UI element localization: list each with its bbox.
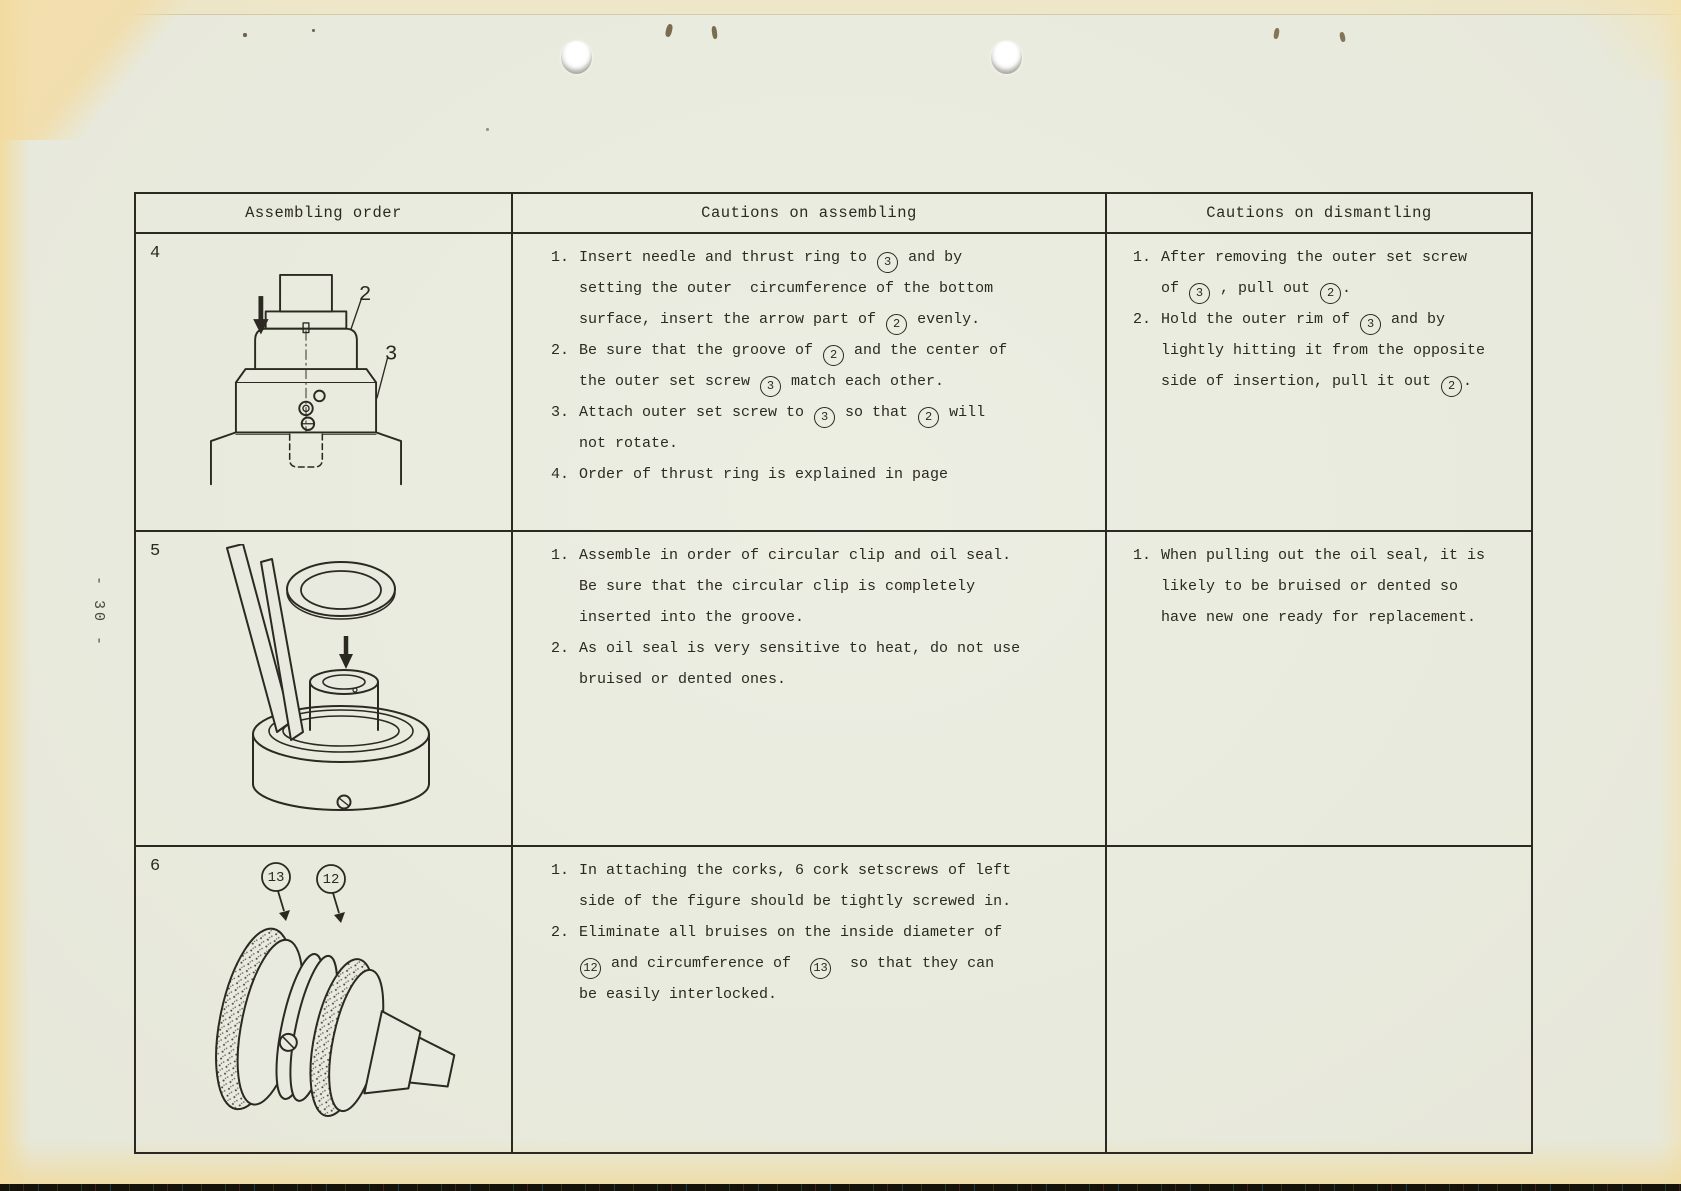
callout-arrow — [278, 891, 284, 911]
figure-circular-clip-oil-seal — [211, 544, 451, 824]
caution-item — [551, 242, 1099, 335]
punch-hole — [561, 41, 592, 74]
circled-number: 3 — [760, 376, 781, 397]
paper-speck — [243, 33, 247, 37]
cautions-dismantling-step4 — [1107, 234, 1531, 532]
step-number: 5 — [150, 542, 161, 561]
column-header-cautions-dismantling: Cautions on dismantling — [1107, 194, 1531, 234]
callout-arrow — [333, 893, 339, 913]
figure-cork-disc-assembly — [171, 853, 471, 1143]
circled-number: 2 — [918, 407, 939, 428]
item-text: Eliminate all bruises on the inside diameter of 12 and circumference of 13 so that they can be easily interlocked. — [579, 924, 1003, 1003]
shaft-end — [410, 1038, 457, 1091]
circled-number: 12 — [580, 958, 601, 979]
caution-item — [551, 459, 1099, 490]
circled-number: 13 — [810, 958, 831, 979]
item-marker: 3. — [551, 404, 570, 421]
item-marker: 2. — [1133, 311, 1152, 328]
item-text: As oil seal is very sensitive to heat, do not use bruised or dented ones. — [579, 640, 1021, 688]
figure-callout-3: 3 — [384, 342, 398, 367]
callout-arrowhead — [334, 912, 345, 923]
circled-number: 2 — [823, 345, 844, 366]
staple-mark — [711, 26, 718, 40]
item-marker: 2. — [551, 342, 570, 359]
figure-callout-2: 2 — [358, 282, 372, 307]
scanner-edge-band — [0, 1184, 1681, 1191]
paper-edge-shading — [1659, 0, 1681, 1191]
item-marker: 1. — [1133, 249, 1152, 266]
item-marker: 1. — [1133, 547, 1152, 564]
staple-mark — [1273, 28, 1280, 40]
paper-speck — [486, 128, 489, 131]
paper-speck — [312, 29, 315, 32]
paper-corner-shading — [1521, 0, 1681, 80]
item-text: Be sure that the groove of 2 and the center of the outer set screw 3 match each other. — [579, 335, 1099, 397]
staple-mark — [665, 23, 674, 37]
item-marker: 1. — [551, 547, 570, 564]
circled-number: 3 — [1189, 283, 1210, 304]
paper-corner-fold — [0, 0, 260, 140]
figure-cell-step4 — [136, 234, 513, 532]
caution-item — [551, 335, 1099, 397]
item-text: Hold the outer rim of 3 and by lightly hitting it from the opposite side of insertion, pull it out 2 . — [1161, 304, 1525, 397]
item-marker: 2. — [551, 924, 570, 941]
item-marker: 4. — [551, 466, 570, 483]
item-text: Order of thrust ring is explained in page — [579, 466, 949, 483]
circled-number: 3 — [877, 252, 898, 273]
figure-spindle-cross-section — [186, 268, 426, 520]
caution-item — [551, 855, 1099, 917]
circled-number: 2 — [1441, 376, 1462, 397]
item-text: After removing the outer set screw of 3 , pull out 2 . — [1161, 242, 1525, 304]
paper-edge-shading — [0, 0, 30, 1191]
caution-item — [551, 917, 1099, 1010]
staple-mark — [1339, 32, 1346, 43]
item-marker: 1. — [551, 862, 570, 879]
page-number: - 30 - — [90, 575, 107, 648]
cautions-assembling-step6 — [513, 847, 1107, 1152]
insert-arrow-icon — [339, 636, 353, 669]
figure-cell-step5 — [136, 532, 513, 847]
item-marker: 1. — [551, 249, 570, 266]
step-number: 4 — [150, 244, 161, 263]
item-text: Attach outer set screw to 3 so that 2 will not rotate. — [579, 404, 986, 452]
item-text: Assemble in order of circular clip and oil seal. Be sure that the circular clip is completely inserted into the groove. — [579, 547, 1012, 626]
caution-item — [1133, 304, 1525, 397]
circled-number: 2 — [886, 314, 907, 335]
cautions-dismantling-step5 — [1107, 532, 1531, 847]
caution-item — [551, 540, 1099, 633]
item-text: In attaching the corks, 6 cork setscrews of left side of the figure should be tightly screwed in. — [579, 862, 1012, 910]
cautions-dismantling-step6 — [1107, 847, 1531, 1152]
circled-number: 2 — [1320, 283, 1341, 304]
caution-item — [1133, 540, 1525, 633]
circled-number: 3 — [1360, 314, 1381, 335]
figure-cell-step6 — [136, 847, 513, 1152]
item-text: When pulling out the oil seal, it is likely to be bruised or dented so have new one ready for replacement. — [1161, 547, 1486, 626]
circular-clip — [287, 562, 395, 616]
caution-item — [551, 633, 1099, 695]
paper-edge-shading — [0, 0, 1681, 15]
step-number: 6 — [150, 857, 161, 876]
caution-item — [1133, 242, 1525, 304]
assembly-table — [134, 192, 1533, 1154]
circled-number: 3 — [814, 407, 835, 428]
cautions-assembling-step4 — [513, 234, 1107, 532]
column-header-cautions-assembling: Cautions on assembling — [513, 194, 1107, 234]
punch-hole — [991, 41, 1022, 74]
cautions-assembling-step5 — [513, 532, 1107, 847]
figure-callout-12: 12 — [322, 872, 340, 888]
caution-item — [551, 397, 1099, 459]
figure-callout-13: 13 — [267, 870, 285, 886]
callout-arrowhead — [279, 910, 290, 921]
item-marker: 2. — [551, 640, 570, 657]
column-header-assembling-order: Assembling order — [136, 194, 513, 234]
item-text: Insert needle and thrust ring to 3 and by setting the outer circumference of the bottom surface, insert the arrow part of 2 evenly. — [579, 242, 1099, 335]
